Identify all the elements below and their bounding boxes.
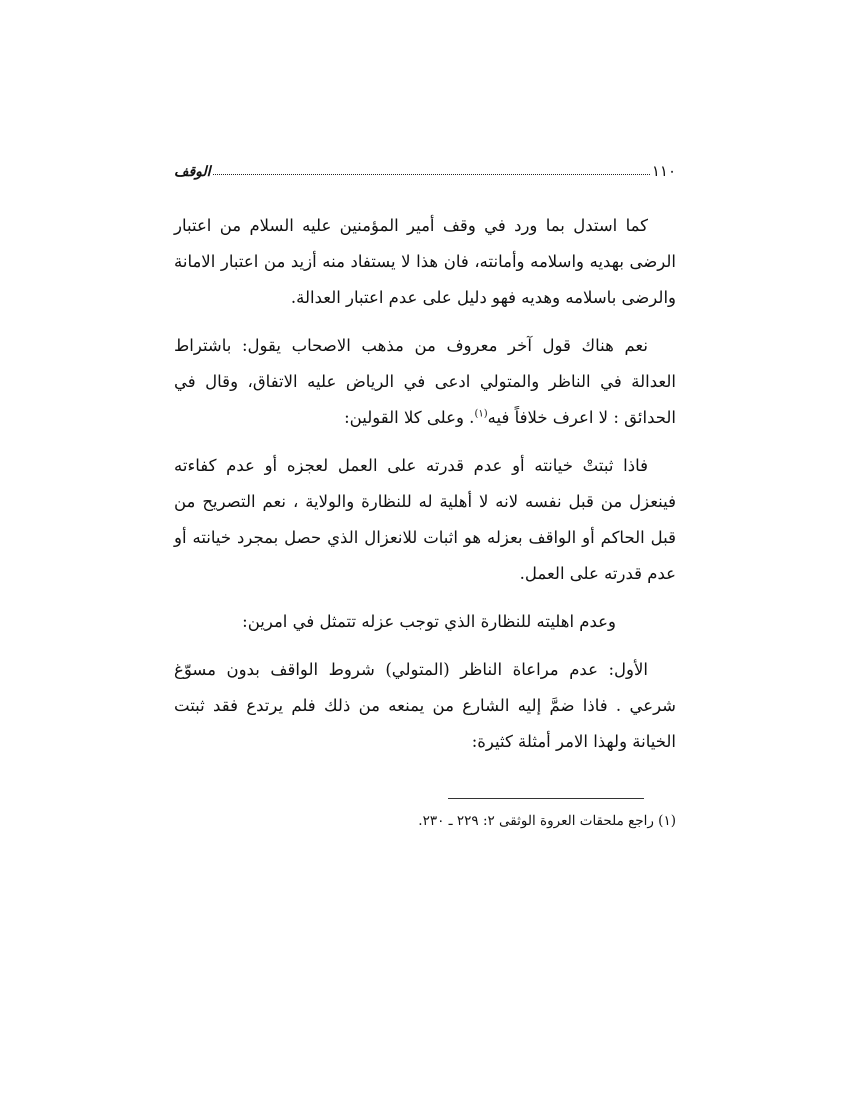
paragraph-1: كما استدل بما ورد في وقف أمير المؤمنين عليه السلام من اعتبار الرضى بهديه واسلامه وأمانته، فان هذا لا يستفاد منه أزيد من اعتبار الامانة والرضى باسلامه وهديه فهو دليل على عدم اعتبار العدالة. — [174, 216, 676, 307]
book-page — [174, 150, 676, 833]
paragraph-2 — [174, 328, 676, 436]
paragraph-2-tail: . وعلى كلا القولين: — [344, 408, 475, 427]
running-title: الوقف — [174, 164, 211, 180]
paragraph-5: الأول: عدم مراعاة الناظر (المتولي) شروط الواقف بدون مسوّغ شرعي . فاذا ضمَّ إليه الشارع من يمنعه من ذلك فلم يرتدع فقد ثبتت الخيانة ولهذا الامر أمثلة كثيرة: — [174, 660, 676, 751]
running-head — [174, 150, 676, 180]
footnote-divider — [448, 798, 644, 799]
footnote-1: (١) راجع ملحقات العروة الوثقى ٢: ٢٢٩ ـ ٢٣٠. — [418, 813, 676, 829]
paragraph-4: وعدم اهليته للنظارة الذي توجب عزله تتمثل في امرين: — [242, 612, 616, 631]
footnote-reference: (١) — [474, 408, 488, 420]
paragraph-2-text: نعم هناك قول آخر معروف من مذهب الاصحاب يقول: باشتراط العدالة في الناظر والمتولي ادعى في الرياض عليه الاتفاق، وقال في الحدائق : لا اعرف خلافاً فيه — [174, 336, 676, 427]
page-number: ١١٠ — [651, 162, 676, 180]
paragraph-3: فاذا ثبتتْ خيانته أو عدم قدرته على العمل لعجزه أو عدم كفاءته فينعزل من قبل نفسه لانه لا أهلية له للنظارة والولاية ، نعم التصريح من قبل الحاكم أو الواقف بعزله هو اثبات للانعزال الذي حصل بمجرد خيانته أو عدم قدرته على العمل. — [174, 456, 676, 583]
leader-dots — [213, 174, 650, 175]
footnotes — [174, 809, 676, 833]
main-text — [174, 208, 676, 760]
